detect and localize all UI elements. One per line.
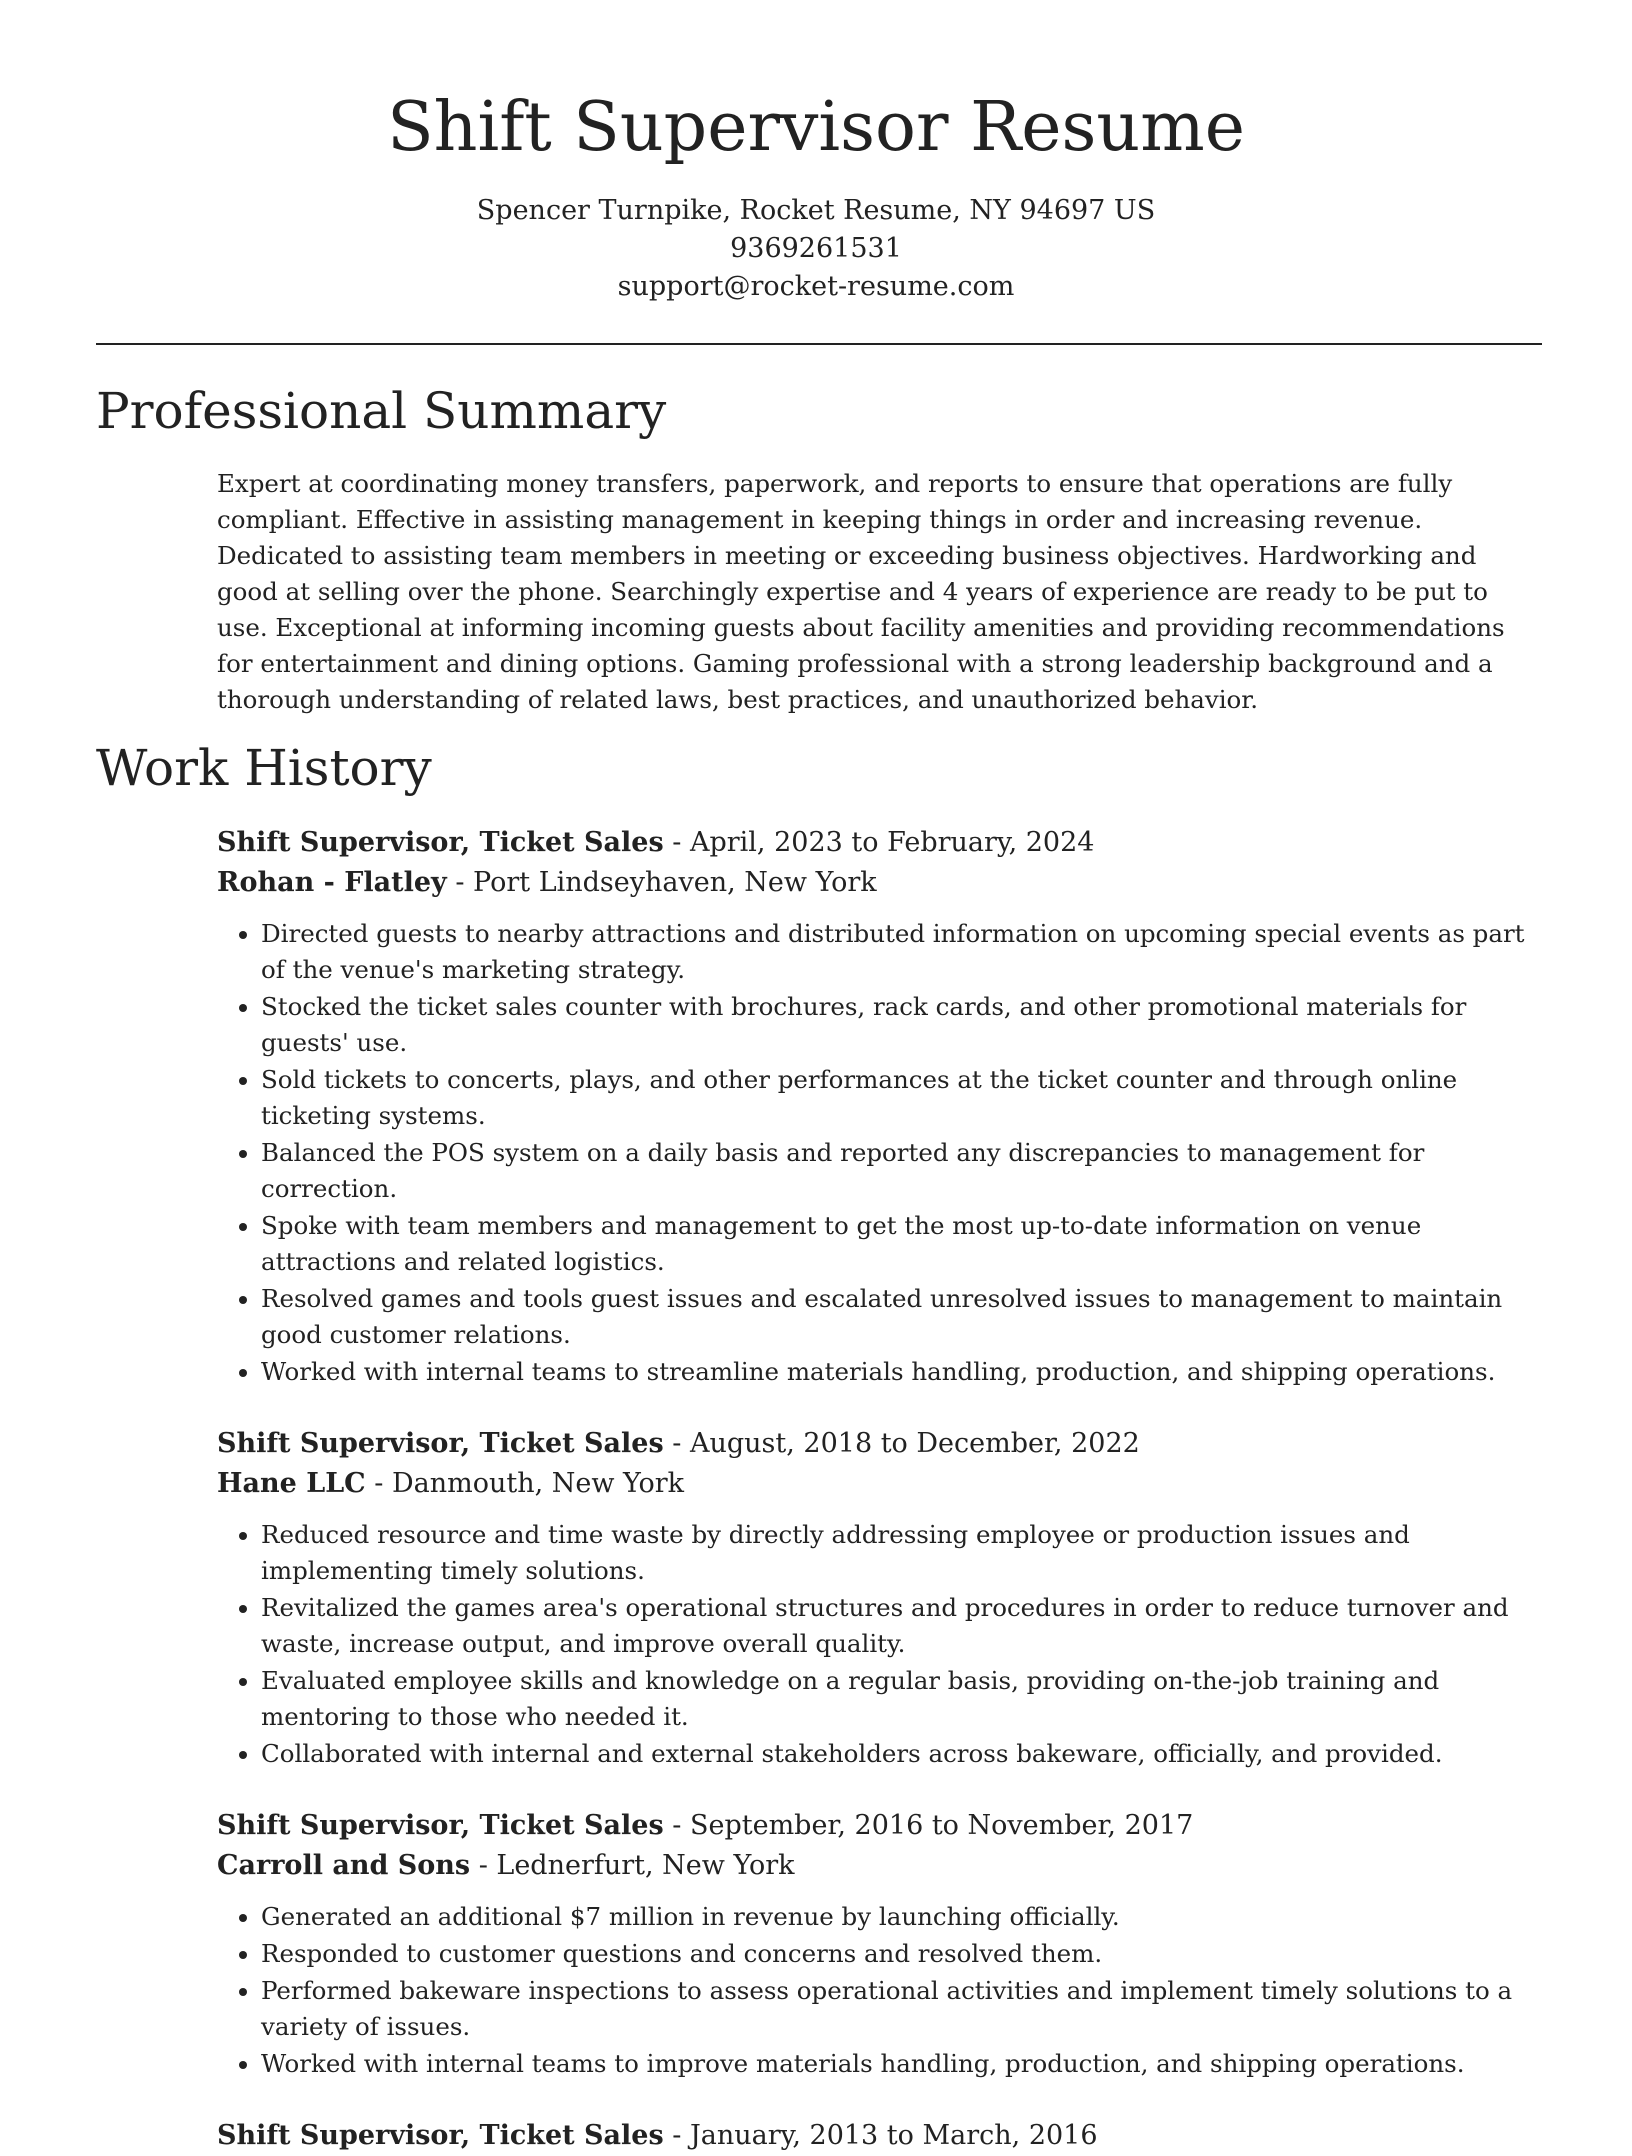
job-title-line — [217, 1806, 1542, 1846]
job-entry — [217, 1806, 1542, 2082]
job-bullet: • Worked with internal teams to streamline materials handling, production, and shipping operations. — [261, 1354, 1542, 1390]
header-divider — [96, 343, 1542, 345]
job-list — [96, 823, 1542, 2156]
job-bullet: • Performed bakeware inspections to assess operational activities and implement timely solutions to a variety of issues. — [261, 1973, 1542, 2045]
job-title: Shift Supervisor, Ticket Sales — [217, 1428, 664, 1459]
job-title-line — [217, 823, 1542, 863]
job-location: - Lednerfurt, New York — [470, 1850, 795, 1881]
job-bullet: • Worked with internal teams to improve materials handling, production, and shipping operations. — [261, 2046, 1542, 2082]
contact-phone: 9369261531 — [730, 233, 902, 264]
job-entry — [217, 823, 1542, 1390]
job-bullets — [217, 1517, 1542, 1772]
job-company: Hane LLC — [217, 1468, 366, 1499]
job-entry — [217, 2116, 1542, 2156]
job-bullet: • Spoke with team members and management to get the most up-to-date information on venue attractions and related logistics. — [261, 1208, 1542, 1280]
job-bullet: • Sold tickets to concerts, plays, and other performances at the ticket counter and through online ticketing systems. — [261, 1062, 1542, 1134]
contact-block — [0, 192, 1632, 306]
job-bullet: • Resolved games and tools guest issues and escalated unresolved issues to management to maintain good customer relations. — [261, 1281, 1542, 1353]
job-bullet: • Reduced resource and time waste by directly addressing employee or production issues and implementing timely solutions. — [261, 1517, 1542, 1589]
work-history-section — [96, 737, 1542, 2156]
job-company-line — [217, 863, 1542, 902]
job-bullets — [217, 1899, 1542, 2082]
resume-title: Shift Supervisor Resume — [387, 88, 1245, 167]
job-title-line — [217, 2116, 1542, 2156]
job-dates: - April, 2023 to February, 2024 — [663, 827, 1095, 858]
job-location: - Port Lindseyhaven, New York — [446, 867, 877, 898]
work-history-heading: Work History — [96, 739, 432, 797]
contact-email: support@rocket-resume.com — [617, 271, 1015, 302]
job-location: - Danmouth, New York — [365, 1468, 685, 1499]
job-bullet: • Directed guests to nearby attractions and distributed information on upcoming special events as part of the venue's marketing strategy. — [261, 916, 1542, 988]
job-bullet: • Collaborated with internal and external stakeholders across bakeware, officially, and provided. — [261, 1736, 1542, 1772]
job-title-line — [217, 1424, 1542, 1464]
job-bullet: • Stocked the ticket sales counter with brochures, rack cards, and other promotional materials for guests' use. — [261, 989, 1542, 1061]
job-company: Rohan - Flatley — [217, 867, 447, 898]
job-bullet: • Responded to customer questions and concerns and resolved them. — [261, 1936, 1542, 1972]
job-entry — [217, 1424, 1542, 1772]
job-title: Shift Supervisor, Ticket Sales — [217, 1810, 664, 1841]
job-company-line — [217, 1464, 1542, 1503]
job-dates: - September, 2016 to November, 2017 — [663, 1810, 1194, 1841]
job-dates: - January, 2013 to March, 2016 — [663, 2120, 1098, 2151]
job-title: Shift Supervisor, Ticket Sales — [217, 827, 664, 858]
contact-address: Spencer Turnpike, Rocket Resume, NY 94697 US — [476, 195, 1156, 226]
summary-section — [96, 380, 1542, 718]
job-dates: - August, 2018 to December, 2022 — [663, 1428, 1140, 1459]
job-bullet: • Generated an additional $7 million in revenue by launching officially. — [261, 1899, 1542, 1935]
job-bullet: • Revitalized the games area's operational structures and procedures in order to reduce turnover and waste, increase output, and improve overall quality. — [261, 1590, 1542, 1662]
resume-header — [0, 0, 1632, 306]
summary-text: Expert at coordinating money transfers, paperwork, and reports to ensure that operations are fully compliant. Effective in assisting management in keeping things in order and increasing revenue. Dedicated to assisting team members in meeting or exceeding business objectives. Hardworking and good at selling over the phone. Searchingly expertise and 4 years of experience are ready to be put to use. Exceptional at informing incoming guests about facility amenities and providing recommendations for entertainment and dining options. Gaming professional with a strong leadership background and a thorough understanding of related laws, best practices, and unauthorized behavior. — [217, 469, 1505, 714]
job-company: Carroll and Sons — [217, 1850, 471, 1881]
job-bullets — [217, 916, 1542, 1390]
job-bullet: • Balanced the POS system on a daily basis and reported any discrepancies to management for correction. — [261, 1135, 1542, 1207]
job-company-line — [217, 1846, 1542, 1885]
job-bullet: • Evaluated employee skills and knowledge on a regular basis, providing on-the-job training and mentoring to those who needed it. — [261, 1663, 1542, 1735]
job-title: Shift Supervisor, Ticket Sales — [217, 2120, 664, 2151]
summary-heading: Professional Summary — [96, 382, 667, 440]
